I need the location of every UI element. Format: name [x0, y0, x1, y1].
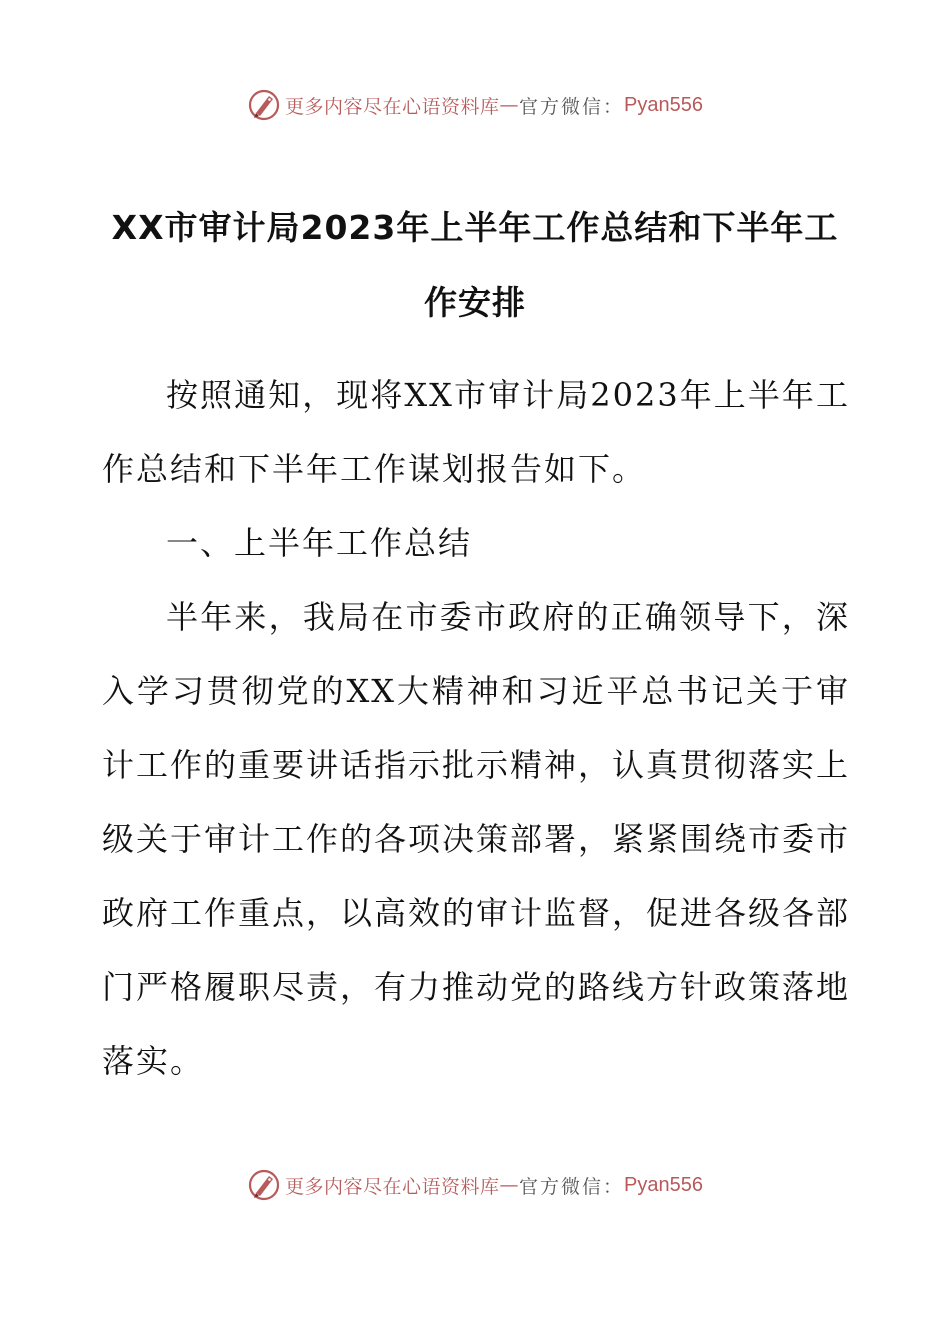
section-heading: 一、上半年工作总结	[166, 524, 473, 562]
watermark-wechat-label: 官方微信：	[519, 1175, 625, 1198]
watermark-text: 更多内容尽在心语资料库	[285, 95, 500, 118]
watermark-text: 更多内容尽在心语资料库	[285, 1175, 500, 1198]
pen-nib-logo-icon	[247, 88, 281, 122]
watermark-wechat-label: 官方微信：	[519, 95, 625, 118]
watermark-dash: —	[499, 94, 520, 116]
watermark-wechat-id: Pyan556	[624, 1173, 703, 1196]
watermark-dash: —	[499, 1174, 520, 1196]
document-title: XX市审计局2023年上半年工作总结和下半年工作安排	[111, 208, 839, 322]
watermark-wechat-id: Pyan556	[624, 93, 703, 116]
body-paragraph: 半年来，我局在市委市政府的正确领导下，深入学习贯彻党的XX大精神和习近平总书记关于审计工作的重要讲话指示批示精神，认真贯彻落实上级关于审计工作的各项决策部署，紧紧围绕市委市政府工作重点，以高效的审计监督，促进各级各部门严格履职尽责，有力推动党的路线方针政策落地落实。	[102, 598, 851, 1080]
footer-watermark-banner	[0, 1160, 950, 1210]
header-watermark-banner	[0, 80, 950, 130]
pen-nib-logo-icon	[247, 1168, 281, 1202]
intro-paragraph: 按照通知，现将XX市审计局2023年上半年工作总结和下半年工作谋划报告如下。	[102, 376, 850, 488]
document-body	[102, 358, 850, 1098]
